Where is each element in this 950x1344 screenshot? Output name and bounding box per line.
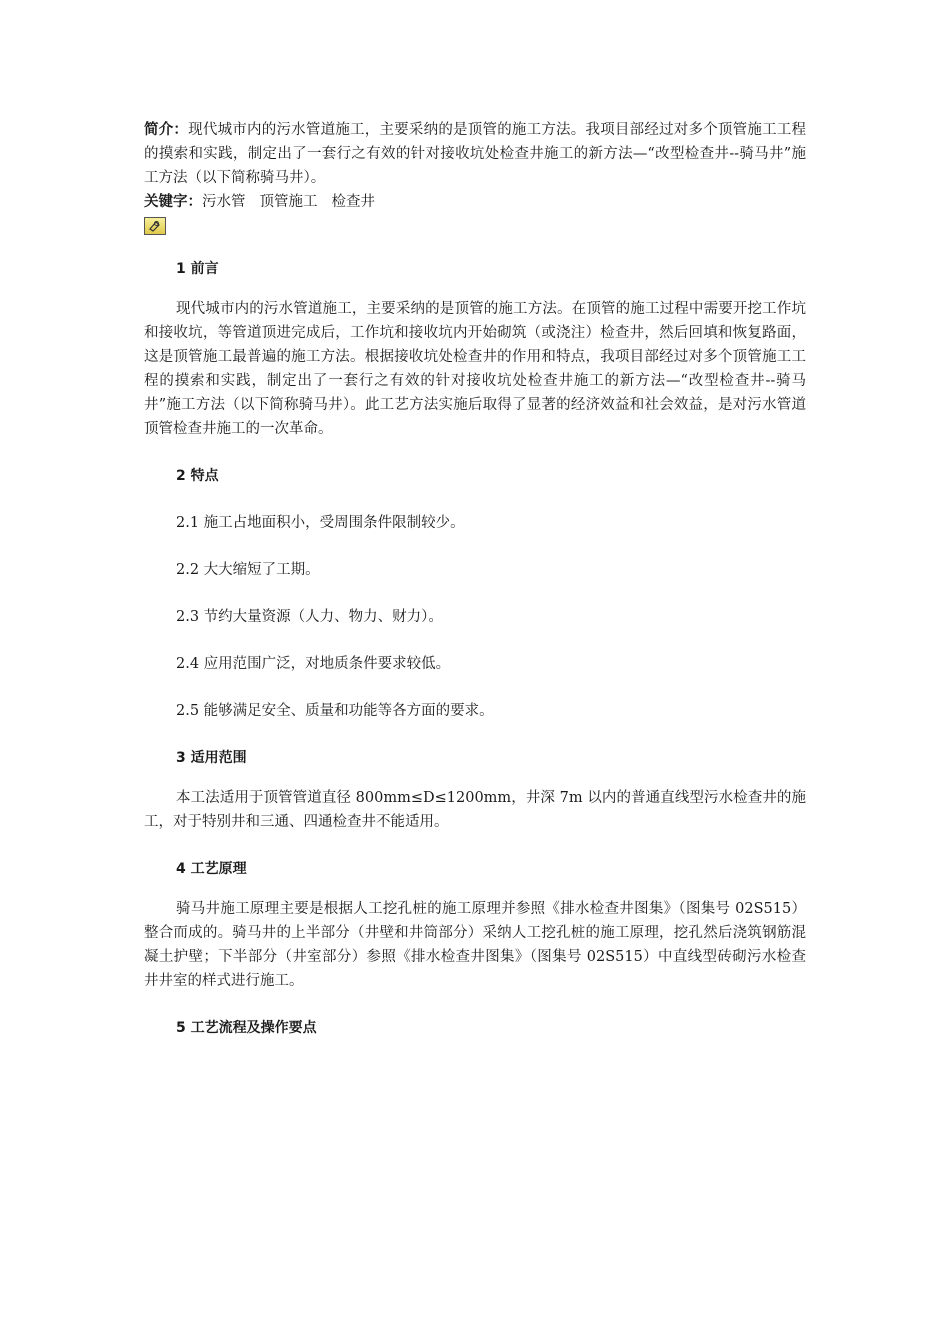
section-heading-2: 2 特点 bbox=[176, 468, 219, 484]
intro-text: 现代城市内的污水管道施工，主要采纳的是顶管的施工方法。我项目部经过对多个顶管施工工程的摸索和实践，制定出了一套行之有效的针对接收坑处检查井施工的新方法—“改型检查井--骑马井”施工方法（以下简称骑马井）。 bbox=[144, 122, 807, 186]
section-4-paragraph: 骑马井施工原理主要是根据人工挖孔桩的施工原理并参照《排水检查井图集》（图集号 02S515）整合而成的。骑马井的上半部分（井壁和井筒部分）采纳人工挖孔桩的施工原理，挖孔然后浇筑钢筋混凝土护壁；下半部分（井室部分）参照《排水检查井图集》（图集号 02S515）中直线型砖砌污水检查井井室的样式进行施工。 bbox=[144, 901, 806, 989]
section-heading-4: 4 工艺原理 bbox=[176, 861, 247, 877]
keyword-item: 顶管施工 bbox=[259, 194, 318, 210]
document-page bbox=[144, 118, 806, 1040]
feature-item: 2.4 应用范围广泛，对地质条件要求较低。 bbox=[176, 656, 451, 672]
section-1-paragraph: 现代城市内的污水管道施工，主要采纳的是顶管的施工方法。在顶管的施工过程中需要开挖工作坑和接收坑，等管道顶进完成后，工作坑和接收坑内开始砌筑（或浇注）检查井，然后回填和恢复路面，这是顶管施工最普遍的施工方法。根据接收坑处检查井的作用和特点，我项目部经过对多个顶管施工工程的摸索和实践，制定出了一套行之有效的针对接收坑处检查井施工的新方法—“改型检查井--骑马井”施工方法（以下简称骑马井）。此工艺方法实施后取得了显著的经济效益和社会效益，是对污水管道顶管检查井施工的一次革命。 bbox=[144, 301, 806, 437]
keywords-label: 关键字： bbox=[144, 194, 202, 210]
feature-item: 2.2 大大缩短了工期。 bbox=[176, 562, 320, 578]
document-link-icon[interactable] bbox=[144, 217, 166, 235]
keyword-item: 污水管 bbox=[202, 194, 246, 210]
intro-paragraph bbox=[144, 118, 806, 190]
section-heading-1: 1 前言 bbox=[176, 261, 219, 277]
section-3-paragraph: 本工法适用于顶管管道直径 800mm≤D≤1200mm，井深 7m 以内的普通直线型污水检查井的施工，对于特别井和三通、四通检查井不能适用。 bbox=[144, 790, 806, 830]
keywords-line bbox=[144, 190, 806, 214]
section-heading-5: 5 工艺流程及操作要点 bbox=[176, 1020, 317, 1036]
intro-label: 简介： bbox=[144, 122, 189, 138]
icon-row bbox=[144, 214, 806, 238]
section-heading-3: 3 适用范围 bbox=[176, 750, 247, 766]
feature-item: 2.3 节约大量资源（人力、物力、财力）。 bbox=[176, 609, 443, 625]
feature-item: 2.1 施工占地面积小，受周围条件限制较少。 bbox=[176, 515, 465, 531]
feature-item: 2.5 能够满足安全、质量和功能等各方面的要求。 bbox=[176, 703, 494, 719]
keyword-item: 检查井 bbox=[331, 194, 375, 210]
